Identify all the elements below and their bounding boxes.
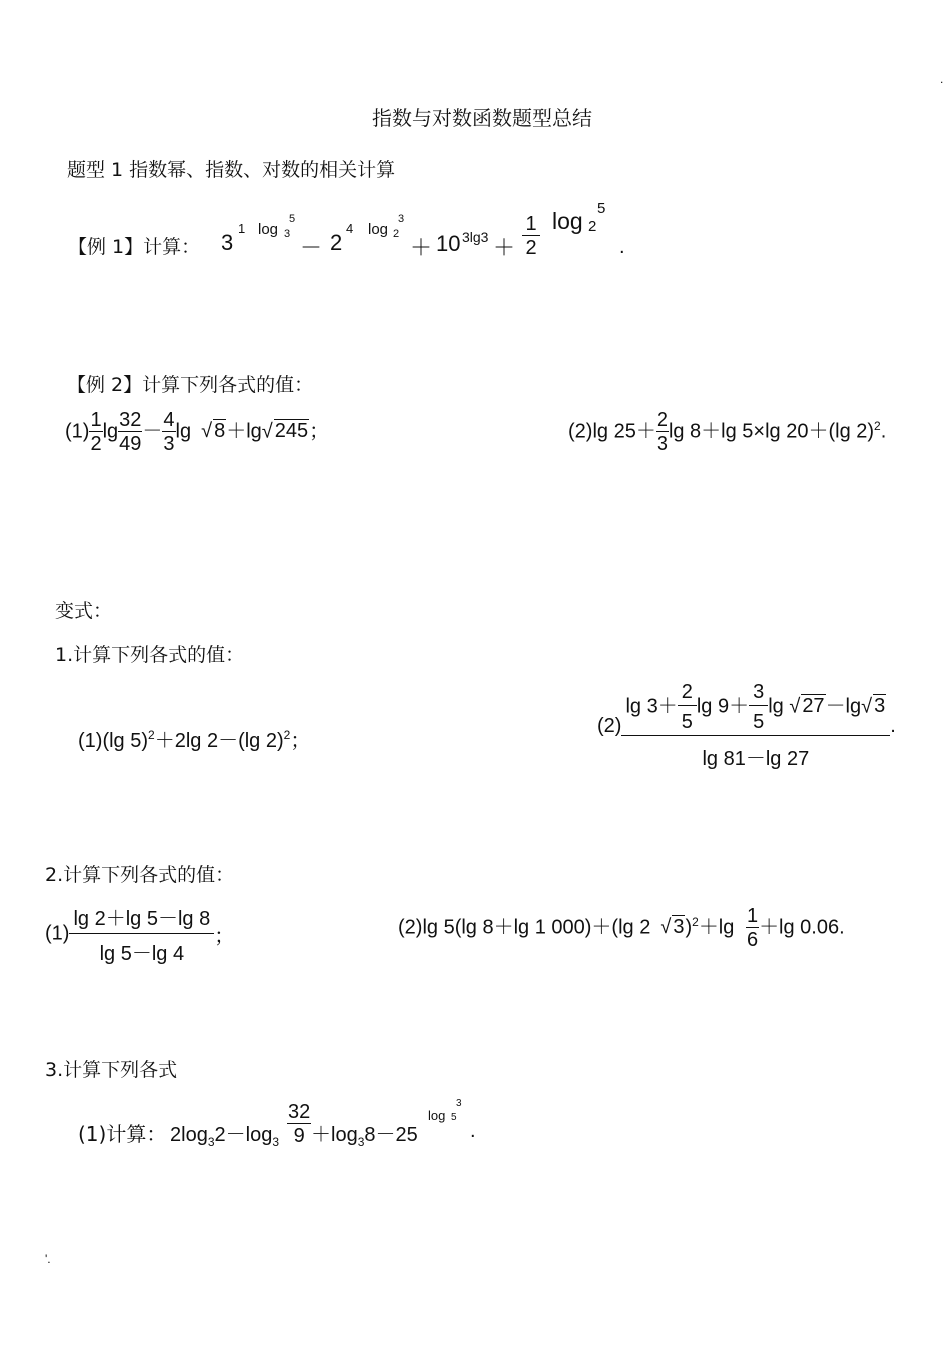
variant-q1-label: 1.计算下列各式的值： <box>55 644 245 666</box>
vq1p2-numerator <box>621 682 890 736</box>
vq3-exp-arg: 3 <box>456 1098 462 1109</box>
vq3-exp-log: log <box>428 1108 446 1123</box>
vq2p1-fraction <box>69 902 214 966</box>
corner-mark: . <box>940 72 944 86</box>
variant-q1-part-1 <box>78 724 310 753</box>
vq1p2-radical-2: √ <box>861 695 873 718</box>
vq1p2-denominator: lg 81－lg 27 <box>702 748 810 770</box>
ex2p2-prefix: (2)lg 25＋ <box>568 420 656 443</box>
vq2p2-a: (2)lg 5(lg 8＋lg 1 000)＋(lg 2 <box>398 916 651 939</box>
ex1-log-b-base: 2 <box>393 228 400 240</box>
vq3-e: 8－25 <box>364 1124 418 1146</box>
vq2p2-frac-den: 6 <box>746 929 759 951</box>
vq3-expr <box>170 1118 279 1149</box>
vq1p1-end: ； <box>290 730 311 752</box>
ex2p1-frac-b-den: 49 <box>119 433 142 455</box>
ex2p1-lg-2: lg <box>175 420 192 443</box>
ex1-log-c-base: 2 <box>588 218 597 235</box>
ex2p1-radicand-2: 245 <box>274 420 309 443</box>
variant-label: 变式： <box>55 600 113 622</box>
ex1-log-b: log <box>368 221 389 238</box>
ex1-log-a-arg: 5 <box>289 213 296 225</box>
section-heading: 题型 1 指数幂、指数、对数的相关计算 <box>67 159 396 181</box>
ex2p1-frac-a-den: 2 <box>90 433 102 455</box>
ex2p1-minus: － <box>142 420 163 443</box>
vq1p2-radicand-2: 3 <box>874 695 886 718</box>
variant-q2-part-1 <box>45 902 234 966</box>
ex2p1-radical-1: √ <box>201 420 213 443</box>
ex2p2-frac-num: 2 <box>656 409 668 431</box>
ex1-base-2: 2 <box>330 230 343 255</box>
vq3-d: ＋log <box>311 1124 358 1146</box>
variant-q2-part-2 <box>398 906 845 950</box>
example-1-label: 【例 1】计算： <box>68 236 201 258</box>
vq1p2-fraction <box>621 682 890 771</box>
page-title: 指数与对数函数题型总结 <box>372 106 592 130</box>
vq1p2-radicand-1: 27 <box>802 695 825 718</box>
ex1-log-c-arg: 5 <box>597 200 606 217</box>
ex2p1-plus-lg: ＋lg <box>226 420 262 443</box>
vq3-frac-den: 9 <box>293 1125 305 1147</box>
vq1p2-radical-1: √ <box>789 695 801 718</box>
vq1p1-b: ＋2lg 2－(lg 2) <box>154 730 284 752</box>
variant-q1-part-2 <box>597 682 896 771</box>
example-2-part-2 <box>568 410 886 454</box>
vq1p2-n6: －lg <box>825 695 862 718</box>
ex2p1-lg-1: lg <box>102 420 119 443</box>
vq2p2-c: ＋lg <box>698 916 740 939</box>
ex1-log-b-arg: 3 <box>398 213 405 225</box>
ex2p2-body: lg 8＋lg 5×lg 20＋(lg 2) <box>668 420 875 443</box>
ex1-log-a-base: 3 <box>284 228 291 240</box>
vq3-end: . <box>470 1120 476 1142</box>
ex2p1-frac-a-num: 1 <box>90 409 102 431</box>
vq1p2-frac-a-num: 2 <box>678 682 697 706</box>
vq3-sub-3: 3 <box>357 1135 365 1149</box>
ex1-log-c: log <box>552 208 583 234</box>
vq3-c: 2－log <box>214 1124 273 1146</box>
vq2p2-frac <box>746 906 759 950</box>
example-2-part-1 <box>65 410 329 454</box>
ex2p2-frac-den: 3 <box>656 433 668 455</box>
vq2p1-end: ； <box>214 925 235 948</box>
ex1-base-3: 3 <box>221 230 234 255</box>
variant-q2-label: 2.计算下列各式的值： <box>45 864 235 886</box>
vq1p2-frac-b-den: 5 <box>753 711 765 733</box>
vq2p1-prefix: (1) <box>45 922 70 945</box>
variant-q3-part-1 <box>78 1098 498 1158</box>
vq2p1-denominator: lg 5－lg 4 <box>99 943 185 965</box>
ex1-base-10: 10 <box>436 231 461 256</box>
vq1p2-frac-a <box>678 682 697 732</box>
vq3-expr-2 <box>311 1118 418 1149</box>
ex2p2-exp: 2 <box>874 418 881 433</box>
vq1p1-exp-1: 2 <box>148 728 155 743</box>
ex1-exp-4: 4 <box>346 221 354 236</box>
vq1p1-exp-2: 2 <box>283 728 291 743</box>
vq2p2-radicand: 3 <box>673 916 685 939</box>
ex1-exp-1: 1 <box>238 221 246 236</box>
ex2p1-frac-b-num: 32 <box>119 409 142 431</box>
ex2p1-radical-2: √ <box>261 420 273 443</box>
vq2p2-d: ＋lg 0.06. <box>759 916 845 939</box>
vq3-label: (1)计算： <box>78 1122 167 1146</box>
vq3-frac-num: 32 <box>288 1101 311 1123</box>
ex1-half-fraction <box>522 214 540 258</box>
vq2p2-b: ) <box>685 916 693 939</box>
vq1p2-frac-b <box>749 682 768 732</box>
ex1-end-dot: . <box>619 236 625 258</box>
example-2-label: 【例 2】计算下列各式的值： <box>67 374 314 396</box>
vq1p2-n5: lg <box>768 695 790 718</box>
ex1-half-denominator: 2 <box>525 237 537 259</box>
vq3-sub-2: 3 <box>272 1135 279 1149</box>
ex2p1-frac-c-num: 4 <box>163 409 175 431</box>
ex2p1-frac-a <box>89 410 102 454</box>
bottom-mark: '. <box>45 1252 51 1266</box>
ex1-minus: － <box>300 235 323 260</box>
ex1-half-numerator: 1 <box>522 214 540 236</box>
vq1p2-prefix: (2) <box>597 715 622 737</box>
vq3-exp-base: 5 <box>451 1112 457 1123</box>
ex2p1-frac-c <box>162 410 175 454</box>
vq1p2-n1: lg 3＋ <box>625 695 678 718</box>
ex2p1-prefix: (1) <box>65 420 90 443</box>
ex1-plus-2: ＋ <box>493 235 516 260</box>
ex1-log-a: log <box>258 221 279 238</box>
vq1p2-frac-b-num: 3 <box>749 682 768 706</box>
vq2p2-frac-num: 1 <box>746 905 759 927</box>
ex2p2-end: . <box>880 420 887 443</box>
ex1-exp-3lg3: 3lg3 <box>462 229 489 245</box>
ex2p1-radicand-1: 8 <box>214 420 226 443</box>
vq1p2-end: . <box>890 715 896 737</box>
ex1-plus-1: ＋ <box>410 235 433 260</box>
variant-q3-label: 3.计算下列各式 <box>45 1059 178 1081</box>
vq1p2-frac-a-den: 5 <box>681 711 693 733</box>
ex2p1-frac-c-den: 3 <box>163 433 175 455</box>
vq3-sub-1: 3 <box>207 1135 215 1149</box>
vq2p2-exp: 2 <box>692 914 699 929</box>
ex2p2-frac <box>656 410 669 454</box>
vq2p2-radical: √ <box>660 916 672 939</box>
ex2p1-frac-b <box>118 410 142 454</box>
vq1p1-a: (1)(lg 5) <box>78 730 149 752</box>
vq3-b: 2log <box>170 1124 208 1146</box>
vq3-frac <box>287 1102 311 1146</box>
vq1p2-n3: lg 9＋ <box>696 695 750 718</box>
vq2p1-numerator: lg 2＋lg 5－lg 8 <box>69 902 214 934</box>
ex2p1-end: ； <box>309 420 330 443</box>
